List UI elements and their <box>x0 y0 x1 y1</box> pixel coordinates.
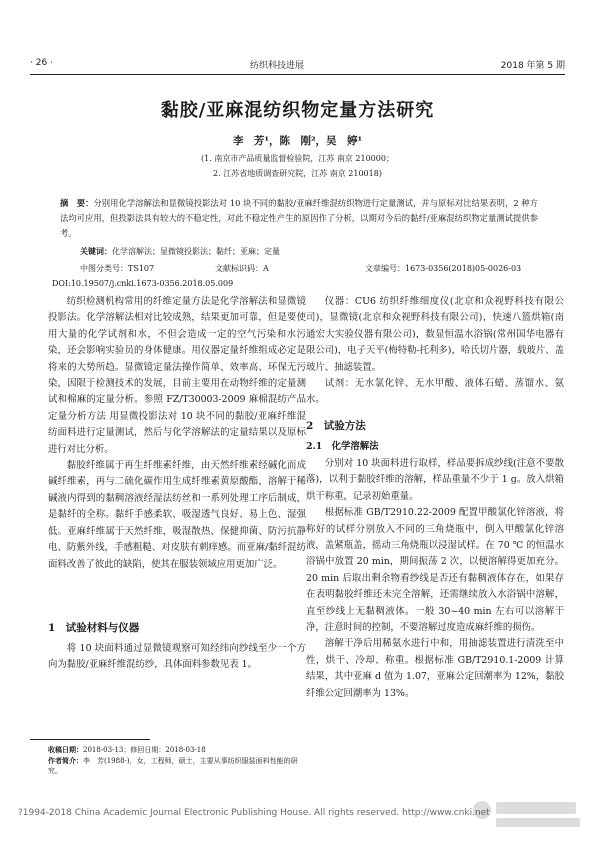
author-bio-label: 作者简介： <box>48 756 83 765</box>
article-number <box>365 263 521 274</box>
clc-value: TS107 <box>128 264 155 273</box>
running-header <box>30 58 565 72</box>
method-paragraph-1: 分别对 10 块面料进行取样，样品要拆成纱线(注意不要散落)，以利于黏胶纤维的溶解，样品重量不少于 1 g。放入烘箱烘干称重，记录初始重量。 <box>306 458 564 502</box>
watermark-logo-icon <box>470 798 585 834</box>
article-title: 黏胶/亚麻混纺织物定量方法研究 <box>160 100 435 121</box>
section-1-body <box>48 641 306 674</box>
section-1-paragraph: 将 10 块面料通过显微镜观察可知经纬向纱线至少一个方向为黏胶/亚麻纤维混纺纱，具体面料参数见表 1。 <box>48 643 306 671</box>
keywords <box>80 246 280 257</box>
doi: DOI:10.19507/j.cnki.1673-0356.2018.05.009 <box>52 279 234 288</box>
left-column <box>48 294 306 573</box>
reagents-paragraph: 试剂：无水氯化锌、无水甲酸、液体石蜡、蒸馏水、氨水。 <box>306 378 564 406</box>
intro-paragraph-2: 黏胶纤维属于再生纤维素纤维，由天然纤维素经碱化而成碱纤维素，再与二硫化碳作用生成纤维素黄原酸酯，溶解于稀碱液内得到的黏稠溶液经湿法纺丝和一系列处理工序后制成，是黏纤的全称。黏纤手感柔软、吸湿透气良好、易上色、湿强低。亚麻纤维属于天然纤维，吸湿散热、保健抑菌、防污抗静电、防紫外线，手感粗糙、对皮肤有刺痒感。而亚麻/黏纤混纺面料改善了彼此的缺陷，使其在服装领域应用更加广泛。 <box>48 460 306 570</box>
doc-code <box>215 263 269 274</box>
keywords-text: 化学溶解法；显微镜投影法；黏纤；亚麻；定量 <box>112 247 280 256</box>
footnote-divider <box>30 739 150 740</box>
page-number: · 26 · <box>30 58 53 68</box>
received-value: 2018-03-13；修回日期：2018-03-18 <box>83 746 206 754</box>
author-bio-text: 李 芳(1988-)，女，工程师，硕士，主要从事纺织服装面料性能的研究。 <box>48 757 298 775</box>
clc-number <box>80 263 154 274</box>
section-2-heading: 2 试验方法 <box>306 420 366 432</box>
intro-paragraph-1: 纺织检测机构常用的纤维定量方法是化学溶解法和显微镜投影法。化学溶解法相对比较成熟，结果更加可靠，但是要使用大量的化学试剂和水，不但会造成一定的空气污染和水污染，还会影响实验员的身体健康。用仪器定量纤维组成必定是将来的大势所趋。显微镜定量法操作简单、效率高、环保无污染，因限于检测技术的发展，目前主要用在动物纤维的定量测试和棉麻的定量分析。参照 FZ/T30003-2009 麻棉混纺产品定量分析方法 用显微投影法对 10 块不同的黏胶/亚麻纤维混纺面料进行定量测试，然后与化学溶解法的定量结果以及原标进行对比分析。 <box>48 296 306 455</box>
abstract-label: 摘 要： <box>60 198 94 208</box>
article-number-value: 1673-0356(2018)05-0026-03 <box>405 264 522 273</box>
abstract-text: 分别用化学溶解法和显微镜投影法对 10 块不同的黏胶/亚麻纤维混纺织物进行定量测试，并与原标对比结果表明，2 种方法均可应用，但投影法具有较大的不稳定性，对此不稳定性产生的原因作了分析，以期对今后的黏纤/亚麻混纺织物定量测试提供参考。 <box>60 198 538 238</box>
method-paragraph-2: 根据标准 GB/T2910.22-2009 配置甲酸氯化锌溶液，将称好的试样分别放入不同的三角烧瓶中，倒入甲酸氯化锌溶液，盖紧瓶盖，摇动三角烧瓶以浸湿试样。在 70 ℃ 的恒温水浴锅中放置 20 min，期间振荡 2 次，以便溶解得更加充分。20 min 后取出剩余物看纱线是否还有黏稠液体存在，如果存在表明黏胶纤维还未完全溶解，还需继续放入水浴锅中溶解，直至纱线上无黏稠液体。一般 30~40 min 左右可以溶解干净，注意时间的控制，不要溶解过度造成麻纤维的损伤。 <box>306 507 564 634</box>
issue-label: 2018 年第 5 期 <box>500 61 565 71</box>
clc-label: 中图分类号： <box>80 264 128 273</box>
author-list: 李 芳¹，陈 刚²，吴 婷¹ <box>232 135 363 147</box>
method-paragraph-3: 溶解干净后用稀氨水进行中和，用抽滤装置进行清洗至中性，烘干、冷却、称重。根据标准 GB/T2910.1-2009 计算结果，其中亚麻 d 值为 1.07，亚麻公定回潮率为 12%，黏胶纤维公定回潮率为 13%。 <box>306 638 564 699</box>
section-1-heading: 1 试验材料与仪器 <box>48 622 140 634</box>
instruments-paragraph: 仪器：CU6 纺织纤维细度仪(北京和众视野科技有限公司)，显微镜(北京和众视野科技有限公司)，快速八篮烘箱(南通宏大实验仪器有限公司)，数显恒温水浴锅(常州国华电器有限公司)，电子天平(梅特勒-托利多)，哈氏切片器，载玻片、盖玻片、抽滤装置。 <box>306 296 564 373</box>
right-column-top <box>306 294 564 409</box>
right-column-body <box>306 456 564 702</box>
received-label: 收稿日期： <box>48 745 83 754</box>
abstract <box>60 196 538 241</box>
header-divider <box>30 74 565 75</box>
article-number-label: 文章编号： <box>365 264 405 273</box>
doc-code-label: 文献标识码： <box>215 264 263 273</box>
author-bio <box>48 756 298 776</box>
journal-name: 纺织科技进展 <box>250 61 305 71</box>
keywords-label: 关键词： <box>80 246 112 256</box>
copyright-line: ?1994-2018 China Academic Journal Electronic Publishing House. All rights reserved. http://www.cnki.net <box>18 808 490 818</box>
doc-code-value: A <box>263 264 269 273</box>
affiliation-2: 2. 江苏省地质调查研究院，江苏 南京 210018) <box>213 169 382 178</box>
received-date <box>48 745 298 755</box>
affiliation-1: (1. 南京市产品质量监督检验院，江苏 南京 210000； <box>201 154 394 163</box>
section-2-1-heading: 2.1 化学溶解法 <box>306 441 379 452</box>
